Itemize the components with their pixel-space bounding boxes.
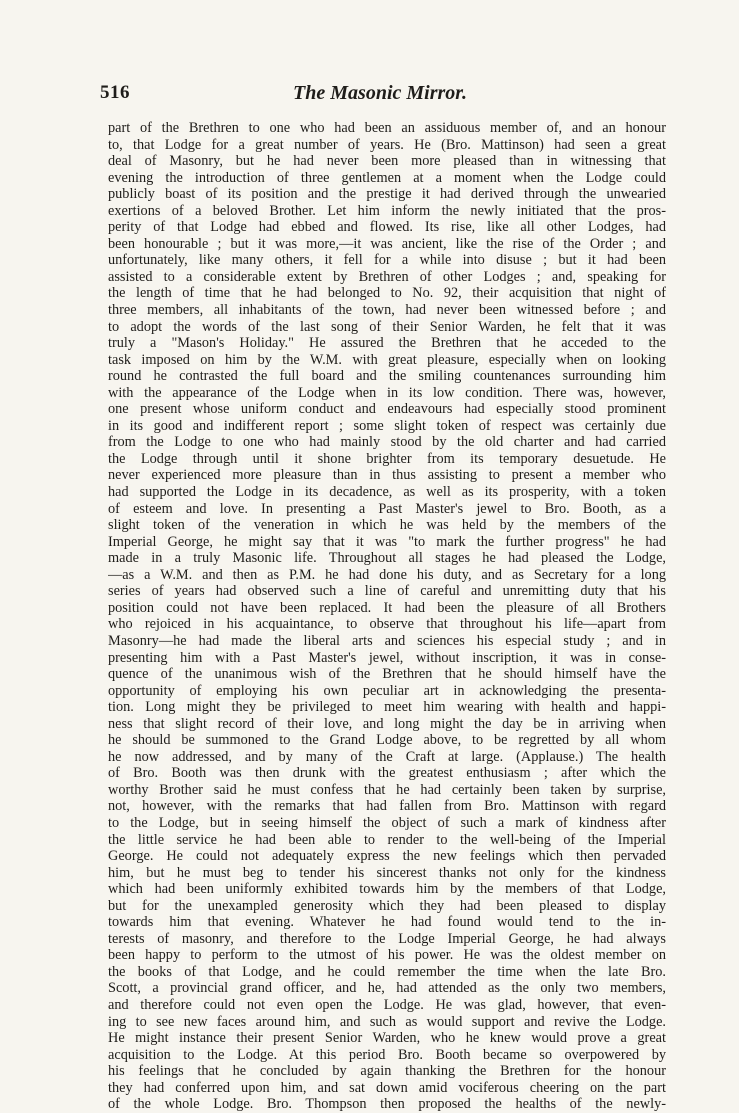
text-line: publicly boast of its position and the prestige it had derived through the unwearied	[108, 186, 666, 203]
text-line: Scott, a provincial grand officer, and he, had attended as the only two members,	[108, 980, 666, 997]
text-line: he now addressed, and by many of the Craft at large. (Applause.) The health	[108, 748, 666, 765]
text-line: He might instance their present Senior Warden, who he knew would prove a great	[108, 1030, 666, 1047]
text-line: towards him that evening. Whatever he had found would tend to the in-	[108, 914, 666, 931]
text-line: exertions of a beloved Brother. Let him inform the newly initiated that the pros-	[108, 202, 666, 219]
text-line: truly a "Mason's Holiday." He assured the Brethren that he acceded to the	[108, 335, 666, 352]
text-line: —as a W.M. and then as P.M. he had done his duty, and as Secretary for a long	[108, 566, 666, 583]
text-line: been happy to perform to the utmost of his power. He was the oldest member on	[108, 947, 666, 964]
text-line: to adopt the words of the last song of their Senior Warden, he felt that it was	[108, 318, 666, 335]
text-line: but for the unexampled generosity which they had been pleased to display	[108, 897, 666, 914]
text-line: terests of masonry, and therefore to the Lodge Imperial George, he had always	[108, 930, 666, 947]
page-number: 516	[100, 82, 130, 103]
text-line: round he contrasted the full board and the smiling countenances surrounding him	[108, 368, 666, 385]
text-line: quence of the unanimous wish of the Brethren that he should himself have the	[108, 666, 666, 683]
text-line: who rejoiced in his acquaintance, to observe that throughout his life—apart from	[108, 616, 666, 633]
journal-title: The Masonic Mirror.	[293, 82, 467, 104]
text-line: one present whose uniform conduct and endeavours had especially stood prominent	[108, 401, 666, 418]
text-line: perity of that Lodge had ebbed and flowed. Its rise, like all other Lodges, had	[108, 219, 666, 236]
text-line: tion. Long might they be privileged to meet him wearing with health and happi-	[108, 699, 666, 716]
text-line: been honourable ; but it was more,—it was ancient, like the rise of the Order ; and	[108, 235, 666, 252]
text-line: unfortunately, like many others, it fell for a while into disuse ; but it had been	[108, 252, 666, 269]
text-line: with the appearance of the Lodge when in its low condition. There was, however,	[108, 384, 666, 401]
text-line: his feelings that he concluded by again thanking the Brethren for the honour	[108, 1063, 666, 1080]
text-line: not, however, with the remarks that had fallen from Bro. Mattinson with regard	[108, 798, 666, 815]
text-line: from the Lodge to one who had mainly stood by the old charter and had carried	[108, 434, 666, 451]
article-body	[108, 120, 666, 1113]
text-line: evening the introduction of three gentlemen at a moment when the Lodge could	[108, 169, 666, 186]
running-header	[100, 82, 660, 108]
text-line: three members, all inhabitants of the town, had never been witnessed before ; and	[108, 302, 666, 319]
text-line: made in a truly Masonic life. Throughout all stages he had pleased the Lodge,	[108, 550, 666, 567]
text-line: ing to see new faces around him, and such as would support and revive the Lodge.	[108, 1013, 666, 1030]
text-line: which had been uniformly exhibited towards him by the members of that Lodge,	[108, 881, 666, 898]
text-line: task imposed on him by the W.M. with great pleasure, especially when on looking	[108, 351, 666, 368]
text-line: George. He could not adequately express the new feelings which then pervaded	[108, 848, 666, 865]
text-line: ness that slight record of their love, and long might the day be in arriving when	[108, 715, 666, 732]
text-line: Imperial George, he might say that it was "to mark the further progress" he had	[108, 533, 666, 550]
text-line: of Bro. Booth was then drunk with the greatest enthusiasm ; after which the	[108, 765, 666, 782]
text-line: opportunity of employing his own peculiar art in acknowledging the presenta-	[108, 682, 666, 699]
text-line: series of years had observed such a line of careful and unremitting duty that his	[108, 583, 666, 600]
text-line: the books of that Lodge, and he could remember the time when the late Bro.	[108, 963, 666, 980]
text-line: the length of time that he had belonged to No. 92, their acquisition that night of	[108, 285, 666, 302]
text-line: deal of Masonry, but he had never been more pleased than in witnessing that	[108, 153, 666, 170]
text-line: to the Lodge, but in seeing himself the object of such a mark of kindness after	[108, 814, 666, 831]
text-line: acquisition to the Lodge. At this period Bro. Booth became so overpowered by	[108, 1046, 666, 1063]
text-line: in its good and indifferent report ; some slight token of respect was certainly due	[108, 417, 666, 434]
text-line: worthy Brother said he must confess that he had certainly been taken by surprise,	[108, 781, 666, 798]
text-line: they had conferred upon him, and sat down amid vociferous cheering on the part	[108, 1079, 666, 1096]
text-line: of esteem and love. In presenting a Past Master's jewel to Bro. Booth, as a	[108, 500, 666, 517]
text-line: had supported the Lodge in its decadence, as well as its prosperity, with a token	[108, 484, 666, 501]
text-line: assisted to a considerable extent by Brethren of other Lodges ; and, speaking for	[108, 268, 666, 285]
text-line: and therefore could not even open the Lodge. He was glad, however, that even-	[108, 996, 666, 1013]
text-line: never experienced more pleasure than in thus assisting to present a member who	[108, 467, 666, 484]
text-line: Masonry—he had made the liberal arts and sciences his especial study ; and in	[108, 632, 666, 649]
text-line: he should be summoned to the Grand Lodge above, to be regretted by all whom	[108, 732, 666, 749]
text-line: of the whole Lodge. Bro. Thompson then proposed the healths of the newly-	[108, 1096, 666, 1113]
text-line: part of the Brethren to one who had been an assiduous member of, and an honour	[108, 120, 666, 136]
text-line: to, that Lodge for a great number of years. He (Bro. Mattinson) had seen a great	[108, 136, 666, 153]
text-line: him, but he must beg to tender his sincerest thanks not only for the kindness	[108, 864, 666, 881]
text-line: the little service he had been able to render to the well-being of the Imperial	[108, 831, 666, 848]
text-line: slight token of the veneration in which he was held by the members of the	[108, 517, 666, 534]
text-line: the Lodge through until it shone brighter from its temporary desuetude. He	[108, 450, 666, 467]
text-line: presenting him with a Past Master's jewel, without inscription, it was in conse-	[108, 649, 666, 666]
text-line: position could not have been replaced. It had been the pleasure of all Brothers	[108, 599, 666, 616]
